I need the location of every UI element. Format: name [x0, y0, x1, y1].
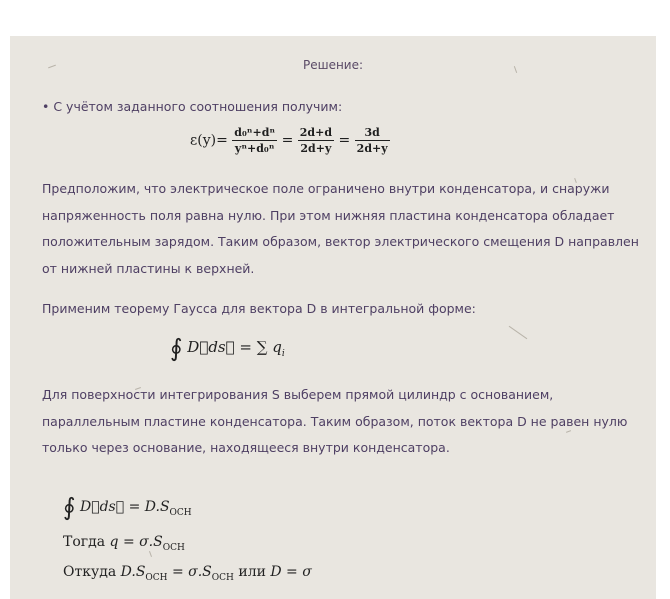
fraction-2-numerator: 2d+d [299, 126, 333, 139]
result-part-2: = σ.S [167, 564, 212, 580]
formula-lhs: ε(y)= [190, 132, 228, 149]
contour-integral-symbol: ∮ [63, 493, 76, 521]
fraction-3 [355, 126, 390, 155]
flux-body: D⃗ds⃗ = D.S [79, 499, 170, 515]
fraction-2-denominator: 2d+y [300, 142, 332, 155]
flux-subscript: ОСН [169, 507, 192, 518]
result-part-3: D = σ [270, 564, 312, 580]
paragraph-gauss-intro: Применим теорему Гаусса для вектора D в интегральной форме: [42, 301, 476, 316]
paragraph-assumption: Предположим, что электрическое поле ограничено внутри конденсатора, и снаружи напряженность поля равна нулю. При этом нижняя пластина конденсатора обладает положительным зарядом. Таким образом, вектор электрического смещения D направлен от нижней пластины к верхней. [42, 181, 639, 276]
fraction-3-numerator: 3d [355, 126, 390, 141]
charge-body: q = σ.S [109, 534, 163, 550]
fraction-3-denominator: 2d+y [356, 142, 388, 155]
gauss-integrand: D⃗ds⃗ = ∑ q [187, 338, 282, 356]
contour-integral-symbol: ∮ [170, 334, 183, 362]
page-heading: Решение: [302, 58, 364, 72]
solution-page [10, 36, 656, 599]
flux-equation [63, 493, 192, 521]
epsilon-formula [190, 126, 390, 155]
charge-equation [63, 534, 185, 553]
equals-sign: = [338, 132, 351, 149]
result-equation [63, 564, 312, 583]
result-part-1: D.S [120, 564, 146, 580]
paragraph-cylinder: Для поверхности интегрирования S выберем прямой цилиндр с основанием, параллельным пластине конденсатора. Таким образом, поток вектора D не равен нулю только через основание, находящееся внутри конденсатора. [42, 387, 628, 455]
gauss-theorem-formula [170, 334, 285, 362]
gauss-index: i [281, 349, 285, 359]
intro-text: • С учётом заданного соотношения получим: [42, 99, 343, 114]
fraction-1-denominator: yⁿ+d₀ⁿ [234, 142, 275, 155]
fraction-1 [232, 126, 277, 155]
fraction-1-numerator: d₀ⁿ+dⁿ [234, 126, 276, 139]
hence-word: Откуда [63, 564, 121, 580]
equals-sign: = [281, 132, 294, 149]
charge-subscript: ОСН [162, 542, 185, 553]
fraction-2 [298, 126, 334, 155]
then-word: Тогда [63, 534, 110, 550]
result-subscript-2: ОСН [211, 572, 234, 583]
result-subscript-1: ОСН [145, 572, 168, 583]
or-word: или [233, 564, 271, 580]
